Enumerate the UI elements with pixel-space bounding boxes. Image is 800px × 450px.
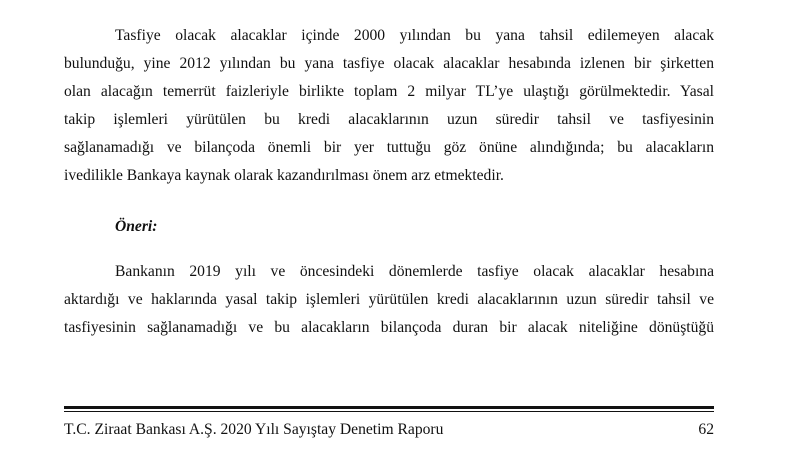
paragraph-line: Tasfiye olacak alacaklar içinde 2000 yılından bu yana tahsil edilemeyen alacak: [115, 27, 714, 44]
paragraph-line: olan alacağın temerrüt faizleriyle birlikte toplam 2 milyar TL’ye ulaştığı görülmektedir. Yasal: [64, 83, 714, 100]
paragraph-line: ivedilikle Bankaya kaynak olarak kazandırılması önem arz etmektedir.: [64, 167, 504, 184]
paragraph-line: aktardığı ve haklarında yasal takip işlemleri yürütülen kredi alacaklarının uzun süredir tahsil ve: [64, 291, 714, 308]
paragraph-line: takip işlemleri yürütülen bu kredi alacaklarının uzun süredir tahsil ve tasfiyesinin: [64, 111, 714, 128]
paragraph-line: tasfiyesinin sağlanamadığı ve bu alacakların bilançoda duran bir alacak niteliğine dönüştüğü: [64, 319, 714, 336]
footer-page-number: 62: [698, 421, 714, 438]
paragraph-recommendation: [64, 258, 714, 342]
footer-report-title: T.C. Ziraat Bankası A.Ş. 2020 Yılı Sayıştay Denetim Raporu: [64, 421, 444, 438]
footer-divider-thick: [64, 406, 714, 409]
paragraph-line: bulunduğu, yine 2012 yılından bu yana tasfiye olacak alacaklar hesabında izlenen bir şirketten: [64, 55, 714, 72]
paragraph-text: [64, 22, 714, 190]
paragraph-text: [64, 258, 714, 342]
footer-divider-thin: [64, 411, 714, 412]
paragraph-line: Bankanın 2019 yılı ve öncesindeki dönemlerde tasfiye olacak alacaklar hesabına: [115, 263, 714, 280]
paragraph-findings: [64, 22, 714, 190]
section-heading-oneri: Öneri:: [115, 218, 158, 235]
paragraph-line: sağlanamadığı ve bilançoda önemli bir yer tuttuğu göz önüne alındığında; bu alacakların: [64, 139, 714, 156]
